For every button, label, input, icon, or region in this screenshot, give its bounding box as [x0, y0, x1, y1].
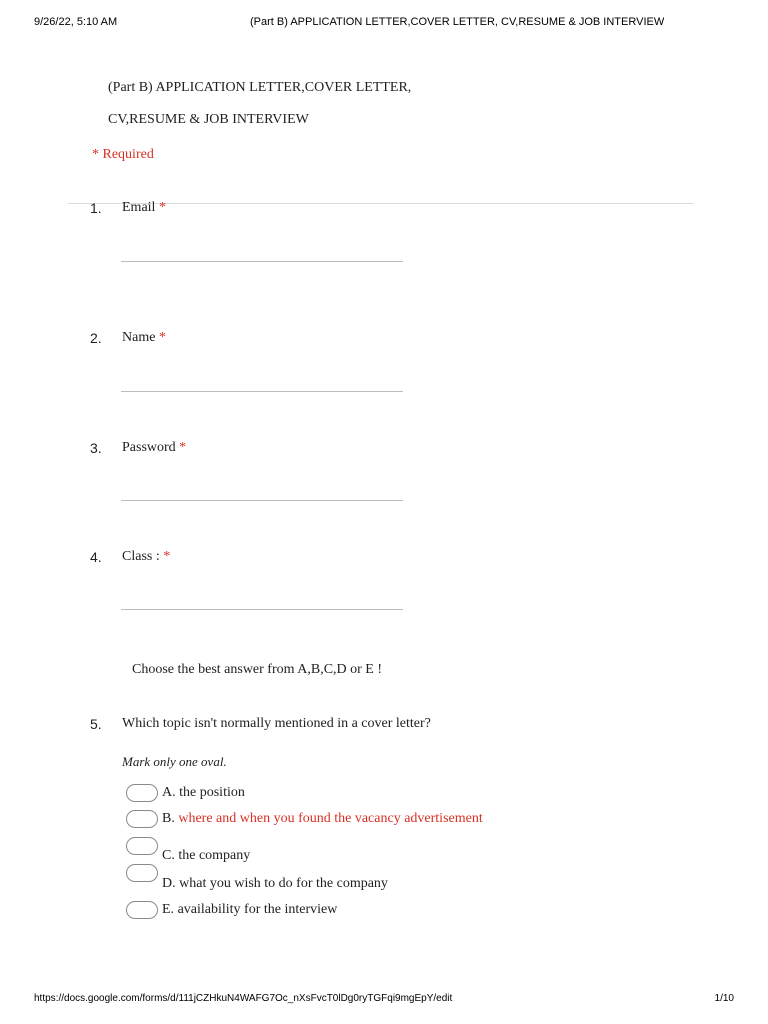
required-star: *: [158, 330, 166, 345]
option-letter: C.: [162, 848, 175, 863]
password-field[interactable]: [121, 482, 403, 501]
question-label: [122, 549, 170, 565]
question-label: [122, 440, 186, 456]
print-doc-title: (Part B) APPLICATION LETTER,COVER LETTER, CV,RESUME & JOB INTERVIEW: [250, 16, 665, 28]
option-label[interactable]: [162, 785, 245, 801]
print-url: https://docs.google.com/forms/d/111jCZHkuN4WAFG7Oc_nXsFvcT0lDg0ryTGFqi9mgEpY/edit: [34, 993, 453, 1004]
question-hint: Mark only one oval.: [122, 754, 227, 769]
print-timestamp: 9/26/22, 5:10 AM: [34, 16, 118, 28]
option-letter: A.: [162, 785, 176, 800]
email-field[interactable]: [121, 243, 403, 262]
class-field[interactable]: [121, 591, 403, 610]
question-number: 1.: [90, 200, 102, 216]
name-field[interactable]: [121, 373, 403, 392]
question-label-text: Email: [122, 200, 156, 215]
option-text: availability for the interview: [177, 902, 338, 917]
option-label[interactable]: [162, 848, 250, 864]
question-label-text: Name: [122, 330, 156, 345]
option-letter: E.: [162, 902, 175, 917]
radio-oval[interactable]: [126, 784, 158, 802]
radio-oval[interactable]: [126, 810, 158, 828]
question-label: [122, 200, 166, 216]
question-label: Which topic isn't normally mentioned in a cover letter?: [122, 716, 431, 731]
option-text: where and when you found the vacancy advertisement: [178, 811, 483, 826]
radio-oval[interactable]: [126, 901, 158, 919]
required-star: *: [163, 549, 171, 564]
form-title-line-1: (Part B) APPLICATION LETTER,COVER LETTER,: [108, 80, 412, 95]
form-title-line-2: CV,RESUME & JOB INTERVIEW: [108, 112, 309, 127]
required-star: *: [158, 200, 166, 215]
question-number: 5.: [90, 716, 102, 732]
page-number: 1/10: [714, 993, 734, 1004]
radio-oval[interactable]: [126, 837, 158, 855]
required-star: *: [179, 440, 187, 455]
option-text: what you wish to do for the company: [179, 876, 388, 891]
required-note: * Required: [92, 147, 154, 162]
option-label[interactable]: [162, 876, 388, 892]
option-letter: B.: [162, 811, 175, 826]
radio-oval[interactable]: [126, 864, 158, 882]
question-label-text: Password: [122, 440, 176, 455]
question-number: 2.: [90, 330, 102, 346]
option-label[interactable]: [162, 902, 337, 918]
option-letter: D.: [162, 876, 176, 891]
question-label: [122, 330, 166, 346]
option-label[interactable]: [162, 811, 483, 827]
option-text: the position: [179, 785, 245, 800]
option-text: the company: [178, 848, 251, 863]
question-number: 4.: [90, 549, 102, 565]
section-instruction: Choose the best answer from A,B,C,D or E !: [132, 662, 383, 677]
question-label-text: Class :: [122, 549, 160, 564]
question-number: 3.: [90, 440, 102, 456]
